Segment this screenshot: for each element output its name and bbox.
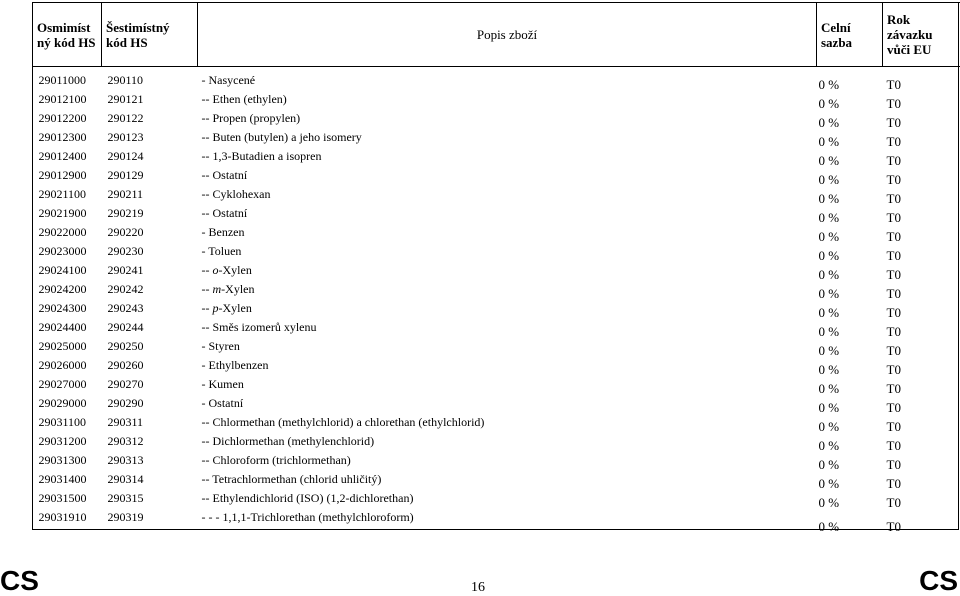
description-cell xyxy=(198,320,817,339)
staging-category-cell: T0 xyxy=(886,519,901,534)
staging-category-cell: T0 xyxy=(886,457,901,472)
hs6-code-cell: 290110 xyxy=(107,73,144,87)
duty-rate-cell: 0 % xyxy=(818,362,840,377)
description-text: -- xyxy=(201,301,213,315)
hs6-code-cell: 290311 xyxy=(107,415,144,429)
hs6-code-cell: 290220 xyxy=(107,225,144,239)
table-row xyxy=(33,111,960,130)
staging-category-cell: T0 xyxy=(886,305,901,320)
hs6-code-cell: 290270 xyxy=(107,377,144,391)
hs6-code-cell: 290319 xyxy=(107,510,144,524)
duty-rate-cell: 0 % xyxy=(818,400,840,415)
staging-category-cell: T0 xyxy=(886,229,901,244)
table-row xyxy=(33,358,960,377)
hs6-code-cell: 290122 xyxy=(107,111,144,125)
staging-category-cell: T0 xyxy=(886,248,901,263)
cn8-code-cell: 29024100 xyxy=(38,263,87,277)
footer-language-mark-right: CS xyxy=(919,565,958,596)
cn8-code-cell: 29024300 xyxy=(38,301,87,315)
hs6-code-cell: 290290 xyxy=(107,396,144,410)
cn8-code-cell: 29022000 xyxy=(38,225,87,239)
table-row xyxy=(33,320,960,339)
hs6-code-cell: 290211 xyxy=(107,187,144,201)
duty-rate-cell: 0 % xyxy=(818,476,840,491)
hs6-code-cell: 290314 xyxy=(107,472,144,486)
description-cell xyxy=(198,225,817,244)
table-row xyxy=(33,339,960,358)
description-cell xyxy=(198,358,817,377)
cn8-code-cell: 29031400 xyxy=(38,472,87,486)
description-cell xyxy=(198,301,817,320)
table-row xyxy=(33,263,960,282)
cn8-code-cell: 29031300 xyxy=(38,453,87,467)
cn8-code-cell: 29012100 xyxy=(38,92,87,106)
duty-rate-cell: 0 % xyxy=(818,229,840,244)
duty-rate-cell: 0 % xyxy=(818,96,840,111)
description-cell xyxy=(198,111,817,130)
description-text: -- 1,3-Butadien a isopren xyxy=(201,149,322,163)
hs6-code-cell: 290244 xyxy=(107,320,144,334)
description-text: - - - 1,1,1-Trichlorethan (methylchloroform) xyxy=(201,510,414,524)
hs6-code-cell: 290230 xyxy=(107,244,144,258)
hs6-code-cell: 290313 xyxy=(107,453,144,467)
description-cell xyxy=(198,510,817,534)
hs6-code-cell: 290260 xyxy=(107,358,144,372)
description-text: - Kumen xyxy=(201,377,244,391)
staging-category-cell: T0 xyxy=(886,343,901,358)
tariff-table xyxy=(32,2,960,534)
duty-rate-cell: 0 % xyxy=(818,191,840,206)
cn8-code-cell: 29024400 xyxy=(38,320,87,334)
page-number: 16 xyxy=(471,580,485,595)
cn8-code-cell: 29024200 xyxy=(38,282,87,296)
staging-category-cell: T0 xyxy=(886,115,901,130)
description-cell xyxy=(198,377,817,396)
description-text: -- Ostatní xyxy=(201,168,248,182)
hs6-code-cell: 290243 xyxy=(107,301,144,315)
table-row xyxy=(33,415,960,434)
table-row xyxy=(33,453,960,472)
cn8-code-cell: 29027000 xyxy=(38,377,87,391)
description-text: -- Směs izomerů xylenu xyxy=(201,320,317,334)
staging-category-cell: T0 xyxy=(886,362,901,377)
cn8-code-cell: 29031200 xyxy=(38,434,87,448)
header-commitment-year: Rok závazku vůči EU xyxy=(883,3,960,67)
description-text: -- Chlormethan (methylchlorid) a chlorethan (ethylchlorid) xyxy=(201,415,485,429)
description-cell xyxy=(198,263,817,282)
description-cell xyxy=(198,244,817,263)
staging-category-cell: T0 xyxy=(886,495,901,510)
description-text: -- Cyklohexan xyxy=(201,187,271,201)
duty-rate-cell: 0 % xyxy=(818,324,840,339)
header-row xyxy=(33,3,960,67)
description-text: -- Ethen (ethylen) xyxy=(201,92,287,106)
cn8-code-cell: 29025000 xyxy=(38,339,87,353)
description-italic-prefix: p xyxy=(212,301,219,315)
description-text: -- Tetrachlormethan (chlorid uhličitý) xyxy=(201,472,382,486)
duty-rate-cell: 0 % xyxy=(818,210,840,225)
table-row xyxy=(33,92,960,111)
cn8-code-cell: 29026000 xyxy=(38,358,87,372)
staging-category-cell: T0 xyxy=(886,400,901,415)
staging-category-cell: T0 xyxy=(886,381,901,396)
table-row xyxy=(33,149,960,168)
hs6-code-cell: 290123 xyxy=(107,130,144,144)
duty-rate-cell: 0 % xyxy=(818,343,840,358)
description-text: -- xyxy=(201,282,213,296)
duty-rate-cell: 0 % xyxy=(818,248,840,263)
duty-rate-cell: 0 % xyxy=(818,77,840,92)
hs6-code-cell: 290250 xyxy=(107,339,144,353)
staging-category-cell: T0 xyxy=(886,324,901,339)
description-text: -- Dichlormethan (methylenchlorid) xyxy=(201,434,375,448)
description-italic-prefix: m xyxy=(212,282,222,296)
description-cell xyxy=(198,187,817,206)
staging-category-cell: T0 xyxy=(886,419,901,434)
duty-rate-cell: 0 % xyxy=(818,419,840,434)
footer-language-mark-left: CS xyxy=(0,565,39,596)
staging-category-cell: T0 xyxy=(886,476,901,491)
table-row xyxy=(33,225,960,244)
cn8-code-cell: 29021900 xyxy=(38,206,87,220)
hs6-code-cell: 290242 xyxy=(107,282,144,296)
description-text: - Nasycené xyxy=(201,73,256,87)
cn8-code-cell: 29029000 xyxy=(38,396,87,410)
description-text: - Ostatní xyxy=(201,396,244,410)
description-italic-prefix: o xyxy=(212,263,219,277)
description-text: -- Ostatní xyxy=(201,206,248,220)
description-cell xyxy=(198,206,817,225)
description-cell xyxy=(198,73,817,92)
hs6-code-cell: 290219 xyxy=(107,206,144,220)
hs6-code-cell: 290129 xyxy=(107,168,144,182)
header-cn8-code: Osmimíst ný kód HS xyxy=(33,3,102,67)
hs6-code-cell: 290124 xyxy=(107,149,144,163)
table-row xyxy=(33,282,960,301)
description-cell xyxy=(198,491,817,510)
duty-rate-cell: 0 % xyxy=(818,286,840,301)
duty-rate-cell: 0 % xyxy=(818,438,840,453)
description-cell xyxy=(198,339,817,358)
description-cell xyxy=(198,396,817,415)
description-text: - Ethylbenzen xyxy=(201,358,269,372)
cn8-code-cell: 29012200 xyxy=(38,111,87,125)
duty-rate-cell: 0 % xyxy=(818,457,840,472)
staging-category-cell: T0 xyxy=(886,172,901,187)
table-row xyxy=(33,472,960,491)
description-cell xyxy=(198,130,817,149)
duty-rate-cell: 0 % xyxy=(818,519,840,534)
description-text: -- xyxy=(201,263,213,277)
description-text-suffix: -Xylen xyxy=(218,263,252,277)
description-text: -- Propen (propylen) xyxy=(201,111,301,125)
description-text: -- Ethylendichlorid (ISO) (1,2-dichlorethan) xyxy=(201,491,414,505)
description-text: -- Chloroform (trichlormethan) xyxy=(201,453,351,467)
staging-category-cell: T0 xyxy=(886,210,901,225)
description-text: -- Buten (butylen) a jeho isomery xyxy=(201,130,362,144)
cn8-code-cell: 29012900 xyxy=(38,168,87,182)
description-cell xyxy=(198,415,817,434)
hs6-code-cell: 290315 xyxy=(107,491,144,505)
hs6-code-cell: 290312 xyxy=(107,434,144,448)
table-row xyxy=(33,130,960,149)
table-row xyxy=(33,244,960,263)
description-text: - Toluen xyxy=(201,244,242,258)
duty-rate-cell: 0 % xyxy=(818,172,840,187)
description-cell xyxy=(198,434,817,453)
cn8-code-cell: 29012400 xyxy=(38,149,87,163)
description-text: - Benzen xyxy=(201,225,245,239)
duty-rate-cell: 0 % xyxy=(818,134,840,149)
table-row xyxy=(33,301,960,320)
table-row xyxy=(33,510,960,534)
description-text: - Styren xyxy=(201,339,240,353)
table-row xyxy=(33,377,960,396)
hs6-code-cell: 290121 xyxy=(107,92,144,106)
cn8-code-cell: 29012300 xyxy=(38,130,87,144)
cn8-code-cell: 29031910 xyxy=(38,510,87,524)
description-text-suffix: -Xylen xyxy=(221,282,255,296)
description-cell xyxy=(198,149,817,168)
duty-rate-cell: 0 % xyxy=(818,495,840,510)
staging-category-cell: T0 xyxy=(886,438,901,453)
description-cell xyxy=(198,168,817,187)
cn8-code-cell: 29021100 xyxy=(38,187,87,201)
cn8-code-cell: 29011000 xyxy=(38,73,87,87)
staging-category-cell: T0 xyxy=(886,286,901,301)
staging-category-cell: T0 xyxy=(886,134,901,149)
table-row xyxy=(33,206,960,225)
header-description: Popis zboží xyxy=(198,3,817,67)
staging-category-cell: T0 xyxy=(886,77,901,92)
cn8-code-cell: 29023000 xyxy=(38,244,87,258)
staging-category-cell: T0 xyxy=(886,267,901,282)
table-row xyxy=(33,187,960,206)
table-row xyxy=(33,396,960,415)
description-text-suffix: -Xylen xyxy=(218,301,252,315)
table-row xyxy=(33,434,960,453)
duty-rate-cell: 0 % xyxy=(818,153,840,168)
description-cell xyxy=(198,92,817,111)
duty-rate-cell: 0 % xyxy=(818,115,840,130)
table-row xyxy=(33,168,960,187)
description-cell xyxy=(198,282,817,301)
staging-category-cell: T0 xyxy=(886,153,901,168)
duty-rate-cell: 0 % xyxy=(818,381,840,396)
header-duty-rate: Celní sazba xyxy=(817,3,883,67)
header-hs6-code: Šestimístný kód HS xyxy=(102,3,198,67)
duty-rate-cell: 0 % xyxy=(818,267,840,282)
duty-rate-cell: 0 % xyxy=(818,305,840,320)
cn8-code-cell: 29031100 xyxy=(38,415,87,429)
staging-category-cell: T0 xyxy=(886,96,901,111)
description-cell xyxy=(198,453,817,472)
cn8-code-cell: 29031500 xyxy=(38,491,87,505)
hs6-code-cell: 290241 xyxy=(107,263,144,277)
table-row xyxy=(33,73,960,92)
table-row xyxy=(33,491,960,510)
staging-category-cell: T0 xyxy=(886,191,901,206)
description-cell xyxy=(198,472,817,491)
